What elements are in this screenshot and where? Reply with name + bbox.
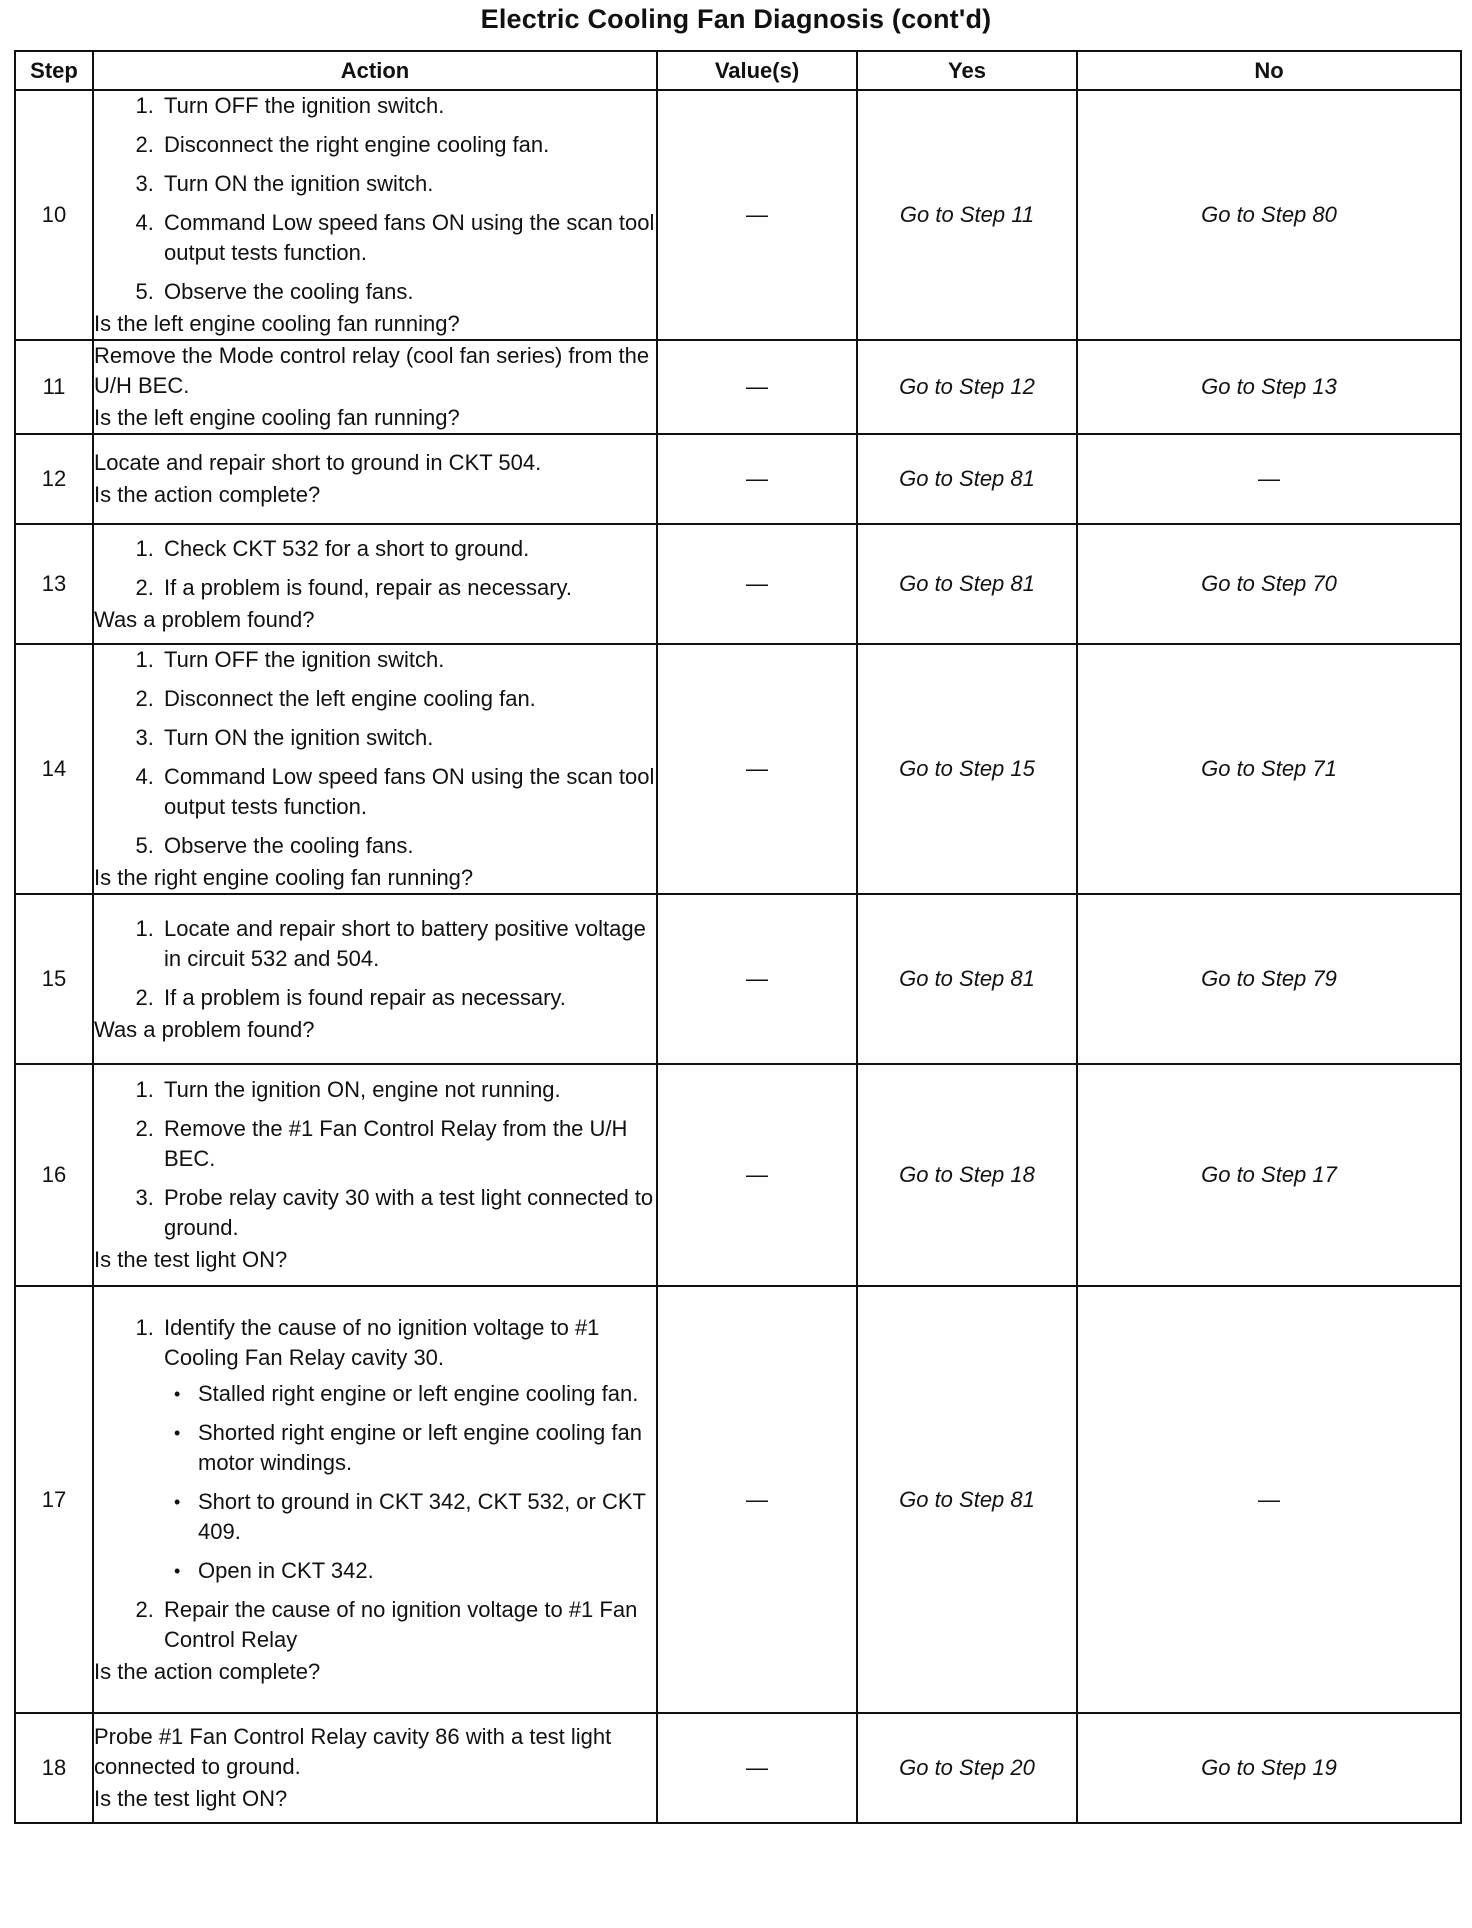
value-cell: — (657, 90, 857, 340)
value-cell: — (657, 1713, 857, 1823)
table-row (15, 1064, 1461, 1286)
table-row (15, 644, 1461, 894)
table-row (15, 1713, 1461, 1823)
list-item: 2. Disconnect the right engine cooling fan. (160, 130, 656, 160)
action-cell (93, 1713, 657, 1823)
step-number: 14 (15, 644, 93, 894)
bullet-item: • Stalled right engine or left engine cooling fan. (196, 1379, 656, 1409)
list-item: 5. Observe the cooling fans. (160, 831, 656, 861)
no-result: Go to Step 70 (1077, 524, 1461, 644)
table-row (15, 1286, 1461, 1713)
no-result: Go to Step 17 (1077, 1064, 1461, 1286)
yes-result: Go to Step 11 (857, 90, 1077, 340)
yes-result: Go to Step 81 (857, 894, 1077, 1064)
action-steps (94, 91, 656, 307)
action-cell (93, 340, 657, 434)
action-steps (94, 1313, 656, 1655)
action-steps (94, 914, 656, 1013)
yes-result: Go to Step 15 (857, 644, 1077, 894)
header-no: No (1077, 51, 1461, 90)
step-number: 10 (15, 90, 93, 340)
step-number: 13 (15, 524, 93, 644)
list-item: 3. Turn ON the ignition switch. (160, 723, 656, 753)
list-item: 2. Disconnect the left engine cooling fan. (160, 684, 656, 714)
action-cell (93, 894, 657, 1064)
value-cell: — (657, 524, 857, 644)
list-item: 1. Turn OFF the ignition switch. (160, 645, 656, 675)
action-question: Was a problem found? (94, 1016, 315, 1042)
table-row (15, 894, 1461, 1064)
list-item: 4. Command Low speed fans ON using the scan tool output tests function. (160, 762, 656, 822)
yes-result: Go to Step 81 (857, 524, 1077, 644)
yes-result: Go to Step 20 (857, 1713, 1077, 1823)
action-question: Is the left engine cooling fan running? (94, 405, 460, 430)
action-question: Is the action complete? (94, 482, 321, 507)
yes-result: Go to Step 81 (857, 1286, 1077, 1713)
header-step: Step (15, 51, 93, 90)
no-result: Go to Step 71 (1077, 644, 1461, 894)
yes-result: Go to Step 12 (857, 340, 1077, 434)
action-text: Remove the Mode control relay (cool fan series) from the U/H BEC. (94, 343, 650, 398)
action-cell (93, 90, 657, 340)
list-item: 3. Turn ON the ignition switch. (160, 169, 656, 199)
no-result: Go to Step 79 (1077, 894, 1461, 1064)
action-question: Is the test light ON? (94, 1786, 288, 1811)
no-result: Go to Step 19 (1077, 1713, 1461, 1823)
action-text: Probe #1 Fan Control Relay cavity 86 with a test light connected to ground. (94, 1724, 612, 1779)
step-number: 16 (15, 1064, 93, 1286)
action-steps (94, 1075, 656, 1243)
value-cell: — (657, 1064, 857, 1286)
no-result: — (1077, 434, 1461, 524)
list-item: 5. Observe the cooling fans. (160, 277, 656, 307)
list-item: 3. Probe relay cavity 30 with a test light connected to ground. (160, 1183, 656, 1243)
step-number: 11 (15, 340, 93, 434)
step-number: 17 (15, 1286, 93, 1713)
action-question: Is the left engine cooling fan running? (94, 311, 460, 336)
action-question: Was a problem found? (94, 606, 315, 632)
header-yes: Yes (857, 51, 1077, 90)
no-result: Go to Step 80 (1077, 90, 1461, 340)
bullet-item: • Short to ground in CKT 342, CKT 532, or CKT 409. (196, 1487, 656, 1547)
action-cell (93, 644, 657, 894)
table-row (15, 524, 1461, 644)
header-action: Action (93, 51, 657, 90)
step-number: 18 (15, 1713, 93, 1823)
list-item: 1. Locate and repair short to battery positive voltage in circuit 532 and 504. (160, 914, 656, 974)
action-question: Is the test light ON? (94, 1247, 288, 1272)
step-number: 12 (15, 434, 93, 524)
action-text: Locate and repair short to ground in CKT 504. (94, 450, 542, 475)
diagnosis-table (14, 50, 1462, 1824)
action-steps (94, 534, 656, 603)
list-item: 2. Repair the cause of no ignition voltage to #1 Fan Control Relay (160, 1595, 656, 1655)
yes-result: Go to Step 18 (857, 1064, 1077, 1286)
list-item: 2. If a problem is found repair as necessary. (160, 983, 656, 1013)
value-cell: — (657, 1286, 857, 1713)
action-question: Is the right engine cooling fan running? (94, 865, 474, 890)
yes-result: Go to Step 81 (857, 434, 1077, 524)
list-item (160, 1313, 656, 1586)
value-cell: — (657, 434, 857, 524)
table-row (15, 340, 1461, 434)
action-cell (93, 1064, 657, 1286)
list-item: 1. Turn the ignition ON, engine not running. (160, 1075, 656, 1105)
page-title: Electric Cooling Fan Diagnosis (cont'd) (480, 4, 992, 34)
list-item: 2. If a problem is found, repair as necessary. (160, 573, 656, 603)
no-result: Go to Step 13 (1077, 340, 1461, 434)
value-cell: — (657, 340, 857, 434)
list-item: 2. Remove the #1 Fan Control Relay from the U/H BEC. (160, 1114, 656, 1174)
list-item: 4. Command Low speed fans ON using the scan tool output tests function. (160, 208, 656, 268)
action-steps (94, 645, 656, 861)
header-row (15, 51, 1461, 90)
list-item: 1. Check CKT 532 for a short to ground. (160, 534, 656, 564)
bullet-item: • Shorted right engine or left engine cooling fan motor windings. (196, 1418, 656, 1478)
value-cell: — (657, 644, 857, 894)
bullet-item: • Open in CKT 342. (196, 1556, 656, 1586)
action-cell (93, 1286, 657, 1713)
bullet-list (164, 1379, 656, 1586)
header-values: Value(s) (657, 51, 857, 90)
list-item: 1. Turn OFF the ignition switch. (160, 91, 656, 121)
step-number: 15 (15, 894, 93, 1064)
value-cell: — (657, 894, 857, 1064)
action-cell (93, 524, 657, 644)
table-row (15, 434, 1461, 524)
no-result: — (1077, 1286, 1461, 1713)
table-row (15, 90, 1461, 340)
action-cell (93, 434, 657, 524)
action-question: Is the action complete? (94, 1658, 321, 1684)
list-item-text: Identify the cause of no ignition voltage to #1 Cooling Fan Relay cavity 30. (164, 1314, 600, 1370)
